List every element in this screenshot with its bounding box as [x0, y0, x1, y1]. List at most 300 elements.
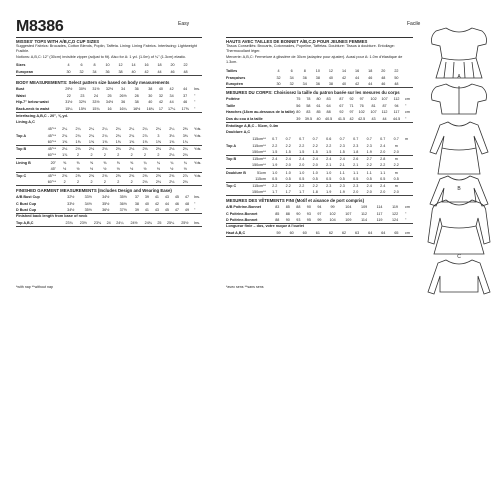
- table-cell: 1.8: [309, 189, 323, 196]
- table-cell: 90: [283, 217, 294, 224]
- table-cell: 85: [285, 205, 290, 210]
- table-row: [16, 133, 202, 140]
- table-cell: 104: [345, 205, 352, 210]
- table-cell: 39: [296, 116, 301, 121]
- table-cell: 2.2: [299, 143, 305, 148]
- unit-cell: [192, 179, 202, 186]
- table-cell: 2.0: [295, 162, 309, 169]
- pattern-number: M8386: [16, 18, 64, 35]
- table-cell: 32: [75, 69, 88, 76]
- body-heading-fr: MESURES DU CORPS: Choisissez la taille du patron basée sur les mesures du corps: [226, 90, 400, 95]
- table-cell: 44.5: [390, 116, 403, 123]
- table-cell: 44: [169, 100, 174, 105]
- row-label: Poitrine: [226, 97, 240, 102]
- table-cell: 2.2: [390, 162, 404, 169]
- table-cell: 47: [184, 195, 190, 200]
- table-cell: 2.0: [363, 189, 377, 196]
- table-cell: 30: [148, 93, 153, 98]
- table-cell: 14: [341, 69, 347, 74]
- row-label: Lining B: [16, 160, 31, 165]
- finished-table-en: [16, 194, 202, 214]
- table-row: [16, 159, 202, 166]
- table-cell: 92: [349, 97, 354, 102]
- table-cell: 2.0: [376, 149, 390, 156]
- table-cell: 80: [296, 110, 301, 115]
- table-row: [226, 103, 413, 110]
- table-cell: 4: [277, 69, 280, 74]
- table-cell: 40: [127, 69, 140, 76]
- sketch-label-a: A: [457, 74, 461, 80]
- table-row: [226, 149, 413, 156]
- table-cell: 114: [356, 217, 372, 224]
- row-label: Top A: [226, 143, 237, 148]
- table-cell: 97: [317, 211, 322, 216]
- table-cell: 18: [368, 69, 373, 74]
- table-cell: 2.2: [363, 162, 377, 169]
- table-cell: 36: [302, 75, 307, 80]
- unit-cell: ": [194, 93, 196, 98]
- table-cell: 88: [326, 110, 331, 115]
- table-cell: 107: [345, 211, 352, 216]
- table-cell: 2.2: [285, 143, 291, 148]
- fabric-width: 150cm**: [246, 189, 268, 196]
- table-row: [16, 62, 202, 69]
- table-cell: 23¾: [62, 220, 76, 227]
- table-cell: 2.2: [272, 143, 278, 148]
- table-cell: 16: [355, 69, 360, 74]
- unit-cell: [192, 62, 202, 69]
- table-cell: 25: [155, 220, 163, 227]
- english-column: [16, 39, 202, 60]
- unit-cell: [403, 68, 413, 75]
- table-cell: 1.0: [285, 170, 291, 175]
- row-label: [16, 166, 36, 173]
- table-cell: 2⅛: [165, 179, 178, 186]
- table-cell: 4: [67, 63, 70, 68]
- row-label: C Bust Cup: [16, 201, 37, 206]
- unit-cell: Ins.: [192, 220, 202, 227]
- row-label: [226, 149, 246, 156]
- table-row: [226, 143, 413, 150]
- finished-heading-en: FINISHED GARMENT MEASUREMENTS (Includes Design and Wearing Ease): [16, 188, 172, 193]
- table-cell: 22: [183, 63, 188, 68]
- table-cell: 61: [316, 103, 321, 108]
- unit-cell: [192, 152, 202, 159]
- table-row: [226, 176, 413, 183]
- table-cell: 102: [370, 97, 377, 102]
- table-cell: 2.2: [326, 143, 332, 148]
- unit-cell: [403, 169, 413, 176]
- table-cell: 2⅛: [88, 147, 95, 152]
- table-cell: 48: [184, 201, 190, 206]
- table-cell: 2.4: [312, 157, 318, 162]
- table-cell: 2: [138, 152, 151, 159]
- table-cell: ½: [98, 166, 111, 173]
- yardage-table-fr: [226, 136, 413, 196]
- table-cell: 44: [364, 81, 377, 88]
- body-heading-en: BODY MEASUREMENTS: Select pattern size based on body measurements: [16, 80, 170, 85]
- table-cell: 117: [376, 211, 383, 216]
- table-cell: 78: [306, 97, 311, 102]
- unit-cell: cm: [405, 110, 410, 115]
- table-cell: 0.5: [390, 176, 404, 183]
- table-cell: 90: [296, 211, 301, 216]
- table-cell: 42: [154, 201, 159, 206]
- row-label: Tailles: [226, 69, 238, 74]
- unit-cell: ": [405, 103, 407, 108]
- table-cell: 16¼: [116, 106, 130, 113]
- table-cell: 1.0: [299, 170, 305, 175]
- title-fr: HAUTS AVEC TAILLES DE BONNET A/B,C,D POUR JEUNES FEMMES: [226, 39, 368, 44]
- unit-cell: [403, 156, 413, 163]
- table-cell: 93: [293, 217, 304, 224]
- table-cell: 1⅝: [152, 139, 165, 146]
- table-cell: 2.2: [272, 183, 278, 188]
- table-cell: 109: [340, 217, 356, 224]
- table-cell: ½: [179, 166, 192, 173]
- table-cell: 2¾: [102, 133, 108, 138]
- unit-cell: [403, 143, 413, 150]
- table-cell: 2¼: [129, 127, 135, 132]
- row-label: Top A: [16, 133, 27, 138]
- table-cell: 0.7: [339, 137, 345, 142]
- row-label: [226, 162, 246, 169]
- lining-fr: Doublure A,C: [226, 130, 251, 134]
- table-cell: 2⅛: [138, 179, 151, 186]
- unit-cell: ": [403, 116, 413, 123]
- table-cell: m: [394, 157, 398, 162]
- fabric-width: 45"**: [47, 173, 56, 178]
- table-cell: 38: [148, 87, 153, 92]
- table-cell: 112: [361, 211, 368, 216]
- table-cell: 47: [172, 207, 182, 214]
- table-cell: 43: [164, 195, 169, 200]
- table-cell: 2¼: [88, 127, 95, 132]
- table-row: [226, 75, 413, 82]
- table-cell: 1⅞: [58, 152, 71, 159]
- table-cell: 1.0: [272, 170, 278, 175]
- table-cell: 15½: [76, 106, 90, 113]
- fabric-width: 45"**: [47, 133, 56, 138]
- table-cell: 2⅝: [169, 173, 175, 178]
- table-cell: 1.7: [268, 189, 282, 196]
- table-cell: 38: [134, 201, 139, 206]
- table-cell: 38: [114, 69, 127, 76]
- unit-cell: ": [192, 106, 202, 113]
- table-cell: 95: [304, 217, 315, 224]
- table-cell: 1.8: [349, 149, 363, 156]
- fabric-width: 20": [50, 160, 56, 165]
- row-label: D Poitrine-Bonnet: [226, 217, 272, 224]
- table-cell: ¾: [156, 160, 160, 165]
- unit-cell: ": [194, 100, 196, 105]
- french-column: [226, 39, 413, 65]
- table-cell: 1.5: [282, 149, 296, 156]
- table-cell: 2¾: [129, 133, 135, 138]
- table-cell: m: [394, 183, 398, 188]
- table-cell: 2⅛: [62, 147, 68, 152]
- table-cell: 1.5: [322, 149, 336, 156]
- table-cell: 1⅝: [138, 139, 151, 146]
- row-label: Doublure B: [226, 170, 246, 175]
- fabric-width: 45"**: [47, 127, 56, 132]
- table-cell: 62: [337, 230, 350, 237]
- table-cell: 12: [328, 69, 333, 74]
- table-cell: 117: [393, 110, 400, 115]
- table-cell: 2.6: [353, 157, 359, 162]
- fabric-width: 115cm**: [252, 157, 266, 162]
- table-row: [226, 230, 413, 237]
- table-row: [226, 156, 413, 163]
- table-cell: 2.2: [312, 143, 318, 148]
- row-label: [226, 189, 246, 196]
- table-cell: 23¾: [90, 220, 104, 227]
- table-cell: 22: [66, 93, 71, 98]
- table-cell: 2.4: [272, 157, 278, 162]
- table-cell: 2: [125, 152, 138, 159]
- table-cell: ½: [58, 166, 71, 173]
- table-cell: 88: [272, 217, 283, 224]
- table-cell: 0.5: [282, 176, 296, 183]
- finished-table-fr: [226, 204, 413, 224]
- unit-cell: Yds.: [194, 147, 202, 152]
- table-cell: 25¼: [163, 220, 177, 227]
- table-cell: 107: [370, 110, 377, 115]
- row-label: A/B Poitrine-Bonnet: [226, 205, 262, 210]
- table-cell: 1.9: [268, 162, 282, 169]
- table-cell: 0.7: [353, 137, 359, 142]
- table-cell: 37: [134, 195, 139, 200]
- table-cell: 2: [112, 179, 125, 186]
- table-cell: 26½: [119, 93, 127, 98]
- table-cell: 32: [285, 81, 298, 88]
- table-cell: ½: [125, 166, 138, 173]
- table-cell: 40: [337, 81, 350, 88]
- table-cell: ½: [112, 166, 125, 173]
- table-cell: 2⅛: [75, 147, 81, 152]
- table-cell: 15¼: [62, 106, 76, 113]
- fabric-width: 115cm**: [252, 143, 266, 148]
- table-cell: 2.4: [380, 143, 386, 148]
- table-cell: 1¾: [179, 139, 192, 146]
- unit-cell: [403, 176, 413, 183]
- table-cell: 2.3: [326, 183, 332, 188]
- table-cell: 45: [174, 195, 179, 200]
- table-cell: 2⅝: [102, 173, 108, 178]
- table-cell: ⅝: [89, 160, 94, 165]
- table-cell: 61: [311, 230, 324, 237]
- finished-heading-fr: MESURES DES VÊTEMENTS FINI (Motif et aisance de port compris): [226, 198, 364, 203]
- table-cell: ½: [165, 166, 178, 173]
- table-cell: 1.9: [322, 189, 336, 196]
- table-cell: 83: [306, 110, 311, 115]
- table-cell: 16½: [130, 106, 144, 113]
- table-cell: 41.5: [335, 116, 348, 123]
- table-cell: 2.1: [349, 162, 363, 169]
- table-cell: 1.5: [295, 149, 309, 156]
- unit-cell: cm: [405, 97, 410, 102]
- table-cell: 2.3: [353, 183, 359, 188]
- table-cell: 36: [121, 100, 126, 105]
- table-cell: 40.5: [322, 116, 335, 123]
- fabric-width: 45"**: [47, 147, 56, 152]
- table-cell: 2⅛: [165, 152, 178, 159]
- unit-cell: [192, 69, 202, 76]
- yardage-table-en: [16, 126, 202, 186]
- table-cell: 2.3: [353, 143, 359, 148]
- table-cell: 20: [381, 69, 386, 74]
- table-cell: 2.7: [366, 157, 372, 162]
- table-cell: 38: [315, 75, 320, 80]
- table-cell: 34: [88, 69, 101, 76]
- table-cell: 25½: [178, 220, 192, 227]
- fabric-width: 115cm**: [252, 183, 266, 188]
- table-cell: 93: [306, 211, 311, 216]
- table-cell: 2: [152, 152, 165, 159]
- table-cell: 49: [182, 207, 192, 214]
- interfacing-en: Interfacing A,B,C - 20", ⅜ yd.: [16, 114, 68, 118]
- table-cell: 10: [105, 63, 110, 68]
- table-cell: 29½: [65, 87, 73, 92]
- table-cell: 36: [311, 81, 324, 88]
- table-cell: 0.5: [336, 176, 350, 183]
- table-cell: 1.7: [282, 189, 296, 196]
- table-row: [16, 152, 202, 159]
- table-cell: 34½: [84, 201, 92, 206]
- table-cell: 1.1: [380, 170, 386, 175]
- table-cell: 24: [105, 220, 113, 227]
- table-cell: 46: [166, 69, 179, 76]
- table-cell: 0.7: [299, 137, 305, 142]
- table-cell: 1⅝: [125, 139, 138, 146]
- table-cell: 48: [381, 75, 386, 80]
- row-label: Top B: [16, 147, 27, 152]
- table-cell: 64: [326, 103, 331, 108]
- table-cell: 64: [364, 230, 377, 237]
- table-cell: 1.5: [336, 149, 350, 156]
- table-cell: 39.5: [302, 116, 315, 123]
- table-cell: ⅝: [76, 160, 80, 165]
- table-cell: 32½: [67, 195, 75, 200]
- table-cell: 45: [162, 207, 172, 214]
- table-cell: 2¾: [62, 133, 68, 138]
- table-cell: 2: [98, 152, 111, 159]
- table-cell: 44: [355, 75, 360, 80]
- table-cell: 23½: [76, 220, 90, 227]
- table-row: [226, 211, 413, 218]
- table-cell: 44: [153, 69, 166, 76]
- finished-back-en: Finished back length from base of neck: [16, 214, 88, 218]
- table-row: [226, 81, 413, 88]
- fabric-width: 150cm**: [246, 162, 268, 169]
- table-cell: 2: [71, 179, 84, 186]
- row-label: [226, 176, 246, 183]
- table-cell: 40: [148, 100, 153, 105]
- table-cell: 2: [58, 179, 71, 186]
- table-cell: ⅝: [63, 160, 67, 165]
- table-cell: 0.6: [326, 137, 332, 142]
- table-cell: 8: [93, 63, 96, 68]
- table-cell: 2¼: [62, 127, 68, 132]
- table-row: [16, 139, 202, 146]
- unit-cell: Yds.: [194, 127, 202, 132]
- row-label: Top A,B,C: [16, 220, 62, 227]
- difficulty-label-fr: Facile: [407, 21, 421, 27]
- table-cell: 122: [391, 211, 399, 216]
- table-cell: 94: [394, 103, 399, 108]
- table-cell: 22: [394, 69, 399, 74]
- unit-cell: ": [192, 207, 202, 214]
- table-cell: 2⅜: [182, 127, 188, 132]
- table-cell: 1.1: [339, 170, 345, 175]
- table-cell: 83: [275, 205, 280, 210]
- table-cell: 2.2: [299, 183, 305, 188]
- table-cell: 25: [107, 93, 112, 98]
- table-row: [16, 207, 202, 214]
- table-cell: 2¼: [75, 127, 81, 132]
- table-row: [16, 86, 202, 93]
- table-cell: 1⅝: [58, 139, 71, 146]
- table-cell: 42: [341, 75, 347, 80]
- table-cell: 2⅝: [142, 173, 148, 178]
- table-cell: 1⅝: [85, 139, 98, 146]
- row-label: Hip-7" below waist: [16, 100, 49, 105]
- table-cell: 35½: [102, 201, 110, 206]
- table-row: [16, 69, 202, 76]
- table-cell: 42: [140, 69, 153, 76]
- table-cell: 40: [328, 75, 333, 80]
- row-label: [16, 152, 36, 159]
- table-cell: 2⅛: [169, 147, 175, 152]
- sketch-view-b: [424, 118, 494, 208]
- table-cell: 2¾: [75, 133, 81, 138]
- table-cell: 2⅝: [75, 173, 81, 178]
- table-cell: 0.7: [272, 137, 278, 142]
- table-cell: 0.7: [366, 137, 372, 142]
- table-cell: 15¾: [89, 106, 103, 113]
- table-cell: 2: [85, 152, 98, 159]
- table-cell: 2.0: [390, 149, 404, 156]
- row-label: Taille: [226, 103, 236, 108]
- table-cell: 2.4: [366, 183, 372, 188]
- table-cell: 46: [368, 75, 373, 80]
- table-row: [226, 169, 413, 176]
- unit-cell: Yds.: [194, 133, 202, 138]
- row-label: Sizes: [16, 63, 26, 68]
- table-row: [226, 68, 413, 75]
- table-cell: 8: [303, 69, 306, 74]
- table-cell: 2.0: [282, 162, 296, 169]
- table-cell: 2.2: [312, 183, 318, 188]
- table-cell: 33½: [67, 201, 75, 206]
- table-cell: 0.5: [309, 176, 323, 183]
- table-cell: 2⅛: [102, 147, 108, 152]
- fabric-width: 60"**: [36, 179, 58, 186]
- table-cell: 38: [324, 81, 337, 88]
- table-cell: 6: [80, 63, 83, 68]
- unit-cell: [403, 149, 413, 156]
- table-row: [16, 194, 202, 201]
- table-cell: 2.4: [339, 157, 345, 162]
- table-cell: ½: [71, 166, 84, 173]
- body-table-en: [16, 86, 202, 113]
- table-cell: 1.0: [326, 170, 332, 175]
- table-cell: 35½: [79, 207, 96, 214]
- sketch-label-b: B: [457, 186, 461, 192]
- table-cell: 76: [359, 103, 364, 108]
- table-cell: 1.7: [295, 189, 309, 196]
- table-cell: 2¼: [115, 127, 121, 132]
